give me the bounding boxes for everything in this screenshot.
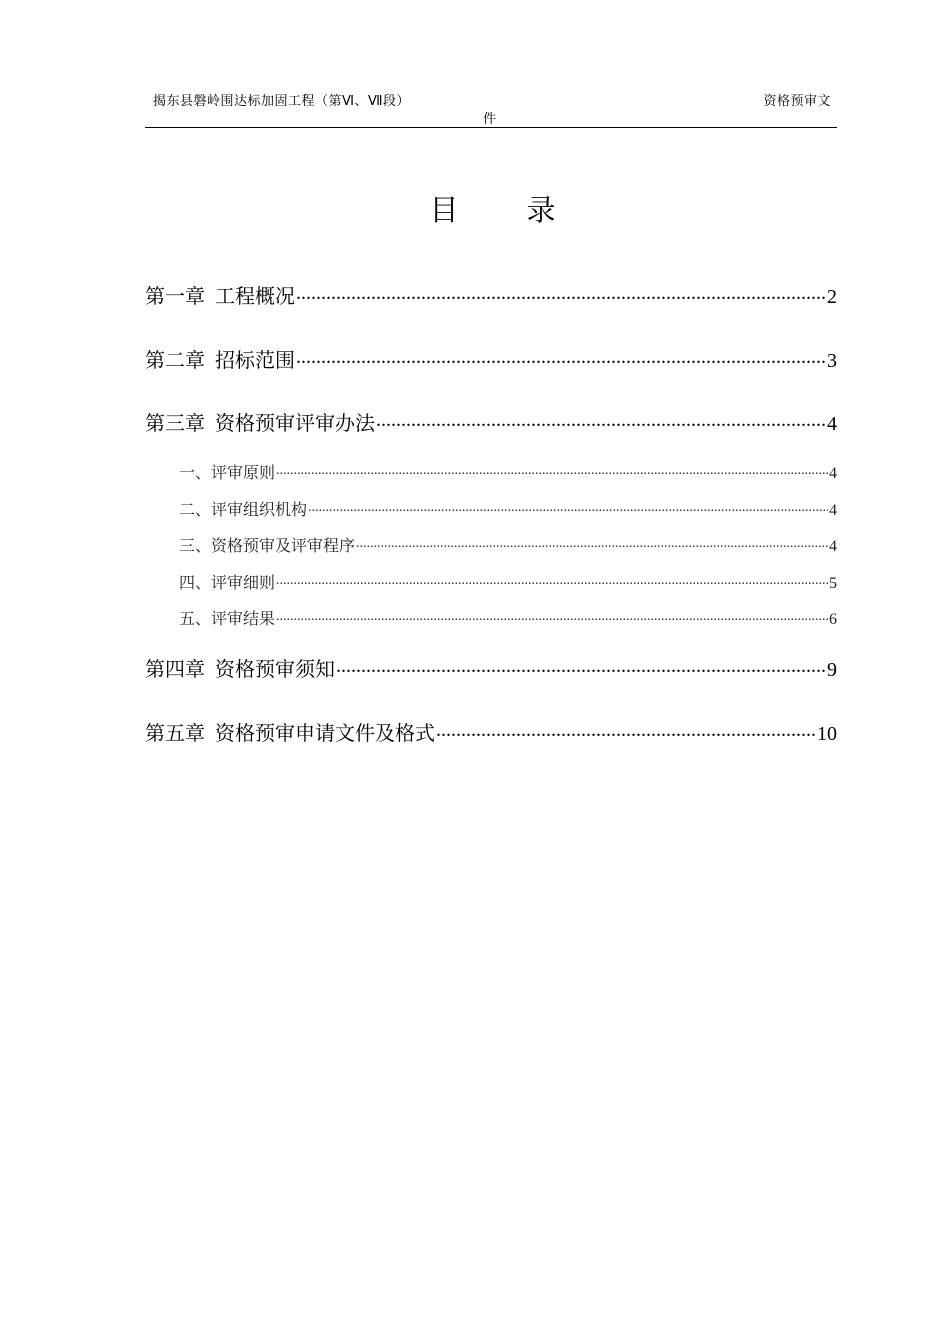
toc-chapter-number: 第一章 [145,284,205,308]
toc-section-title: 三、资格预审及评审程序 [179,536,356,555]
toc-title-char-1: 目 [429,193,459,227]
toc-leader-dots [308,499,828,515]
header-document-type-wrap: 件 [483,112,497,127]
toc-title [0,188,950,229]
toc-page-number: 9 [827,659,837,681]
toc-chapter-title: 资格预审评审办法 [215,411,375,435]
toc-leader-dots [276,462,828,478]
toc-section-5[interactable] [145,606,837,629]
toc-section-title: 二、评审组织机构 [179,500,308,519]
toc-section-4[interactable] [145,570,837,593]
toc-chapter-number: 第四章 [145,657,205,681]
toc-section-title: 一、评审原则 [179,463,276,482]
toc-page-number: 4 [829,502,837,519]
toc-chapter-1[interactable] [145,280,837,309]
toc-chapter-number: 第三章 [145,411,205,435]
toc-leader-dots [436,720,816,740]
toc-leader-dots [296,347,826,367]
toc-chapter-number: 第二章 [145,348,205,372]
toc-leader-dots [276,572,828,588]
toc-chapter-5[interactable] [145,717,837,746]
toc-chapter-title: 资格预审申请文件及格式 [215,721,435,745]
toc-page-number: 3 [827,350,837,372]
toc-section-2[interactable] [145,497,837,520]
page-header [145,88,837,128]
toc-chapter-2[interactable] [145,344,837,373]
toc-leader-dots [276,608,828,624]
toc-page-number: 4 [829,465,837,482]
toc-page-number: 4 [829,538,837,555]
toc-chapter-title: 工程概况 [215,284,295,308]
toc-page-number: 4 [827,413,837,435]
toc-leader-dots [376,410,826,430]
toc-page-number: 6 [829,611,837,628]
toc-section-3[interactable] [145,533,837,556]
header-document-type: 资格预审文 [763,94,831,109]
toc-page-number: 5 [829,575,837,592]
header-project-name: 揭东县磐岭围达标加固工程（第Ⅵ、Ⅶ段） [153,94,411,109]
toc-chapter-3[interactable] [145,407,837,436]
toc-section-1[interactable] [145,460,837,483]
toc-chapter-4[interactable] [145,653,837,682]
toc-leader-dots [336,656,826,676]
toc-chapter-number: 第五章 [145,721,205,745]
toc-section-title: 五、评审结果 [179,609,276,628]
toc-page-number: 2 [827,286,837,308]
toc-leader-dots [296,283,826,303]
toc-chapter-title: 资格预审须知 [215,657,335,681]
toc-page-number: 10 [817,723,837,745]
toc-leader-dots [356,535,828,551]
toc-title-char-2: 录 [526,193,556,227]
toc-chapter-title: 招标范围 [215,348,295,372]
toc-section-title: 四、评审细则 [179,573,276,592]
